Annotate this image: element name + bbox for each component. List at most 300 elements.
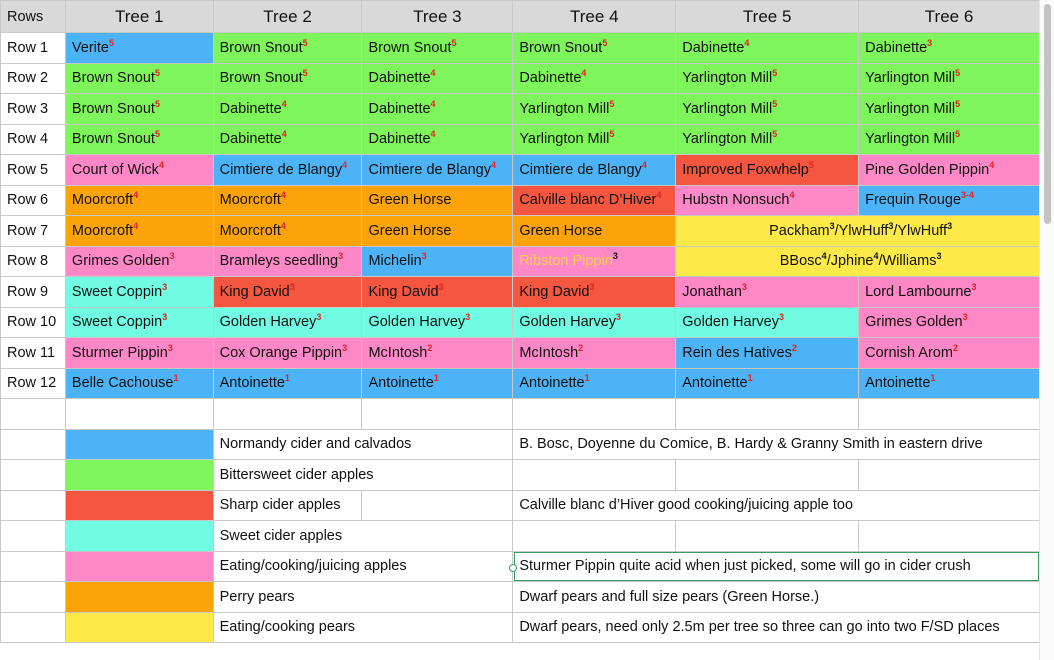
legend-swatch[interactable] (65, 551, 213, 582)
merged-variety-cell[interactable] (676, 246, 1040, 277)
cell-text: Row 6 (7, 192, 49, 209)
legend-row (1, 521, 1040, 552)
cell-text: Yarlington Mill (519, 100, 610, 117)
cell-text: Yarlington Mill (682, 100, 773, 117)
row-label[interactable] (1, 63, 66, 94)
variety-cell[interactable] (676, 185, 859, 216)
superscript-number: 3 (971, 281, 977, 292)
variety-cell[interactable] (362, 124, 513, 155)
cell-text: /YlwHuff (834, 222, 889, 239)
legend-label[interactable] (213, 582, 513, 613)
row-label[interactable] (1, 155, 66, 186)
legend-note[interactable] (513, 460, 676, 491)
variety-cell[interactable] (513, 277, 676, 308)
superscript-number: 4 (989, 159, 995, 170)
variety-cell[interactable] (859, 63, 1040, 94)
legend-note[interactable] (513, 521, 676, 552)
variety-cell[interactable] (513, 368, 676, 399)
variety-cell[interactable] (362, 216, 513, 247)
variety-cell[interactable] (65, 185, 213, 216)
superscript-number: 3 (316, 312, 322, 323)
cell-text: Cimtiere de Blangy (519, 161, 642, 178)
superscript-number: 3 (421, 251, 427, 262)
superscript-number: 3 (888, 220, 894, 231)
variety-cell[interactable] (859, 33, 1040, 64)
superscript-number: 1 (284, 373, 290, 384)
superscript-number: 3 (438, 281, 444, 292)
empty-cell[interactable] (1, 399, 66, 430)
superscript-number: 4 (641, 159, 647, 170)
cell-text: B. Bosc, Doyenne du Comice, B. Hardy & Granny Smith in eastern drive (519, 436, 983, 453)
variety-cell[interactable] (676, 33, 859, 64)
empty-cell[interactable] (1, 429, 66, 460)
cell-text: McIntosh (368, 344, 428, 361)
cell-text: Yarlington Mill (865, 70, 956, 87)
superscript-number: 3 (778, 312, 784, 323)
variety-cell[interactable] (65, 33, 213, 64)
cell-text: Yarlington Mill (865, 131, 956, 148)
legend-label[interactable] (213, 429, 513, 460)
legend-swatch[interactable] (65, 490, 213, 521)
superscript-number: 3 (927, 37, 933, 48)
superscript-number: 4 (581, 68, 587, 79)
legend-note[interactable] (513, 612, 1040, 643)
cell-text: Sweet Coppin (71, 283, 163, 300)
cell-text: Dabinette (682, 39, 745, 56)
variety-cell[interactable] (362, 368, 513, 399)
variety-cell[interactable] (362, 33, 513, 64)
cell-text: Row 4 (7, 131, 49, 148)
empty-cell[interactable] (1, 612, 66, 643)
variety-cell[interactable] (213, 94, 362, 125)
variety-cell[interactable] (859, 368, 1040, 399)
cell-text: Packham (769, 222, 830, 239)
tree-header[interactable]: Tree 1 (65, 1, 213, 33)
cell-text: Dabinette (519, 70, 582, 87)
empty-row (1, 399, 1040, 430)
cell-text: Moorcroft (71, 192, 134, 209)
cell-text: Dwarf pears and full size pears (Green Horse.) (519, 588, 820, 605)
superscript-number: 4 (873, 251, 879, 262)
cell-text: Michelin (368, 253, 422, 270)
variety-cell[interactable] (513, 94, 676, 125)
empty-cell[interactable] (676, 521, 859, 552)
variety-cell[interactable] (676, 277, 859, 308)
row-label[interactable] (1, 307, 66, 338)
legend-row (1, 582, 1040, 613)
variety-cell[interactable] (513, 338, 676, 369)
cell-text: Golden Harvey (519, 314, 617, 331)
empty-cell[interactable] (1, 582, 66, 613)
cell-text: Cimtiere de Blangy (368, 161, 491, 178)
superscript-number: 3 (947, 220, 953, 231)
superscript-number: 5 (154, 98, 160, 109)
superscript-number: 5 (109, 37, 115, 48)
cell-text: Golden Harvey (368, 314, 466, 331)
variety-cell[interactable] (213, 307, 362, 338)
variety-cell[interactable] (859, 185, 1040, 216)
legend-note[interactable] (513, 551, 1040, 582)
superscript-number: 3 (962, 312, 968, 323)
cell-text: Moorcroft (71, 222, 134, 239)
row-label[interactable] (1, 185, 66, 216)
superscript-number: 4 (821, 251, 827, 262)
cell-text: Normandy cider and calvados (219, 436, 412, 453)
cell-text: Golden Harvey (682, 314, 779, 331)
table-row (1, 338, 1040, 369)
variety-cell[interactable] (65, 94, 213, 125)
cell-text: Row 11 (7, 344, 56, 361)
superscript-number: 3 (741, 281, 747, 292)
superscript-number: 1 (584, 373, 590, 384)
superscript-number: 3 (589, 281, 595, 292)
row-label[interactable] (1, 338, 66, 369)
variety-cell[interactable] (65, 155, 213, 186)
cell-text: Row 5 (7, 161, 49, 178)
superscript-number: 3 (289, 281, 295, 292)
empty-cell[interactable] (1, 490, 66, 521)
vertical-scrollbar[interactable] (1039, 0, 1054, 660)
empty-cell[interactable] (1, 551, 66, 582)
variety-cell[interactable] (213, 277, 362, 308)
tree-header[interactable]: Tree 5 (676, 1, 859, 33)
superscript-number: 4 (280, 190, 286, 201)
legend-note[interactable] (513, 490, 1040, 521)
cell-text: Yarlington Mill (682, 131, 773, 148)
variety-cell[interactable] (213, 63, 362, 94)
superscript-number: 4 (133, 190, 139, 201)
legend-label[interactable] (213, 612, 513, 643)
legend-note[interactable] (513, 582, 1040, 613)
tree-header[interactable]: Tree 3 (362, 1, 513, 33)
cell-text: Brown Snout (368, 39, 452, 56)
legend-row (1, 612, 1040, 643)
variety-cell[interactable] (513, 307, 676, 338)
cell-text: Brown Snout (219, 70, 303, 87)
table-row (1, 216, 1040, 247)
superscript-number: 5 (451, 37, 457, 48)
scrollbar-thumb[interactable] (1044, 4, 1051, 224)
superscript-number: 3-4 (961, 190, 975, 201)
empty-cell[interactable] (1, 521, 66, 552)
variety-cell[interactable] (859, 307, 1040, 338)
superscript-number: 4 (281, 129, 287, 140)
selection-handle[interactable] (509, 564, 517, 572)
variety-cell[interactable] (213, 246, 362, 277)
superscript-number: 1 (930, 373, 936, 384)
variety-cell[interactable] (859, 277, 1040, 308)
empty-cell[interactable] (859, 460, 1040, 491)
cell-text: Dabinette (368, 70, 431, 87)
table-row (1, 124, 1040, 155)
superscript-number: 4 (342, 159, 348, 170)
legend-swatch[interactable] (65, 460, 213, 491)
legend-row (1, 551, 1040, 582)
variety-cell[interactable] (513, 63, 676, 94)
superscript-number: 4 (430, 129, 436, 140)
row-label[interactable] (1, 277, 66, 308)
legend-label[interactable] (213, 490, 362, 521)
table-row (1, 277, 1040, 308)
superscript-number: 4 (280, 220, 286, 231)
variety-cell[interactable] (362, 185, 513, 216)
table-row (1, 368, 1040, 399)
superscript-number: 5 (154, 68, 160, 79)
cell-text: Row 12 (7, 375, 57, 392)
table-row (1, 246, 1040, 277)
cell-text: Brown Snout (71, 70, 155, 87)
variety-cell[interactable] (362, 63, 513, 94)
cell-text: Dabinette (368, 100, 431, 117)
cell-text: Eating/cooking pears (219, 619, 356, 636)
cell-text: Improved Foxwhelp (682, 161, 809, 178)
cell-text: Brown Snout (219, 39, 303, 56)
variety-cell[interactable] (676, 338, 859, 369)
variety-cell[interactable] (65, 124, 213, 155)
variety-cell[interactable] (213, 185, 362, 216)
superscript-number: 3 (612, 251, 618, 262)
cell-text: Yarlington Mill (682, 70, 773, 87)
variety-cell[interactable] (65, 216, 213, 247)
superscript-number: 5 (772, 98, 778, 109)
legend-row (1, 429, 1040, 460)
legend-label[interactable] (213, 521, 513, 552)
superscript-number: 5 (609, 129, 615, 140)
cell-text: /Jphine (826, 253, 874, 270)
cell-text: Cox Orange Pippin (219, 344, 343, 361)
superscript-number: 3 (829, 220, 835, 231)
cell-text: Pine Golden Pippin (865, 161, 990, 178)
variety-cell[interactable] (362, 277, 513, 308)
variety-cell[interactable] (362, 246, 513, 277)
cell-text: Dabinette (219, 131, 282, 148)
superscript-number: 4 (430, 98, 436, 109)
cell-text: BBosc (779, 253, 822, 270)
cell-text: Court of Wick (71, 161, 159, 178)
superscript-number: 2 (952, 342, 958, 353)
superscript-number: 3 (167, 342, 173, 353)
table-row (1, 63, 1040, 94)
cell-text: Bramleys seedling (219, 253, 339, 270)
cell-text: Yarlington Mill (865, 100, 956, 117)
superscript-number: 3 (465, 312, 471, 323)
cell-text: Bittersweet cider apples (219, 466, 374, 483)
legend-row (1, 460, 1040, 491)
cell-text: Frequin Rouge (865, 192, 962, 209)
row-label[interactable] (1, 33, 66, 64)
cell-text: Brown Snout (519, 39, 603, 56)
cell-text: Green Horse (519, 222, 603, 239)
cell-text: Golden Harvey (219, 314, 317, 331)
variety-cell[interactable] (213, 33, 362, 64)
superscript-number: 2 (578, 342, 584, 353)
variety-cell[interactable] (676, 368, 859, 399)
variety-cell[interactable] (65, 246, 213, 277)
superscript-number: 3 (616, 312, 622, 323)
cell-text: Row 7 (7, 222, 49, 239)
cell-text: Brown Snout (71, 100, 155, 117)
cell-text: Lord Lambourne (865, 283, 972, 300)
cell-text: Eating/cooking/juicing apples (219, 558, 407, 575)
variety-cell[interactable] (213, 216, 362, 247)
cell-text: Jonathan (682, 283, 742, 300)
cell-text: Row 9 (7, 283, 49, 300)
legend-swatch[interactable] (65, 429, 213, 460)
superscript-number: 4 (789, 190, 795, 201)
variety-cell[interactable] (513, 33, 676, 64)
variety-cell[interactable] (513, 246, 676, 277)
table-row (1, 185, 1040, 216)
cell-text: Sweet cider apples (219, 527, 343, 544)
superscript-number: 4 (158, 159, 164, 170)
cell-text: Row 8 (7, 253, 49, 270)
cell-text: Hubstn Nonsuch (682, 192, 790, 209)
superscript-number: 1 (173, 373, 179, 384)
variety-cell[interactable] (362, 307, 513, 338)
legend-swatch[interactable] (65, 582, 213, 613)
cell-text: Dabinette (219, 100, 282, 117)
cell-text: Grimes Golden (71, 253, 170, 270)
cell-text: Green Horse (368, 222, 452, 239)
empty-cell[interactable] (65, 399, 213, 430)
legend-label[interactable] (213, 460, 513, 491)
cell-text: Row 10 (7, 314, 57, 331)
cell-text: Antoinette (682, 375, 748, 392)
variety-cell[interactable] (859, 155, 1040, 186)
variety-cell[interactable] (65, 277, 213, 308)
variety-cell[interactable] (513, 216, 676, 247)
empty-cell[interactable] (859, 399, 1040, 430)
variety-cell[interactable] (676, 307, 859, 338)
empty-cell[interactable] (676, 460, 859, 491)
superscript-number: 3 (342, 342, 348, 353)
empty-cell[interactable] (213, 399, 362, 430)
variety-cell[interactable] (65, 63, 213, 94)
row-label[interactable] (1, 368, 66, 399)
variety-cell[interactable] (65, 368, 213, 399)
cell-text: Moorcroft (219, 222, 281, 239)
variety-cell[interactable] (676, 94, 859, 125)
row-label[interactable] (1, 94, 66, 125)
superscript-number: 4 (490, 159, 496, 170)
legend-swatch[interactable] (65, 612, 213, 643)
variety-cell[interactable] (676, 63, 859, 94)
variety-cell[interactable] (676, 155, 859, 186)
variety-cell[interactable] (213, 368, 362, 399)
superscript-number: 4 (281, 98, 287, 109)
cell-text: Row 3 (7, 100, 49, 117)
variety-cell[interactable] (362, 94, 513, 125)
empty-cell[interactable] (362, 399, 513, 430)
legend-swatch[interactable] (65, 521, 213, 552)
cell-text: Ribston Pippin (519, 253, 613, 270)
cell-text: Sharp cider apples (219, 497, 341, 514)
variety-cell[interactable] (213, 338, 362, 369)
table-row (1, 33, 1040, 64)
cell-text: Row 2 (7, 70, 49, 87)
cell-text: King David (368, 283, 439, 300)
cell-text: Antoinette (219, 375, 285, 392)
cell-text: Dabinette (865, 39, 928, 56)
variety-cell[interactable] (859, 124, 1040, 155)
empty-cell[interactable] (859, 521, 1040, 552)
superscript-number: 2 (791, 342, 797, 353)
variety-cell[interactable] (65, 338, 213, 369)
empty-cell[interactable] (676, 399, 859, 430)
cell-text: Cimtiere de Blangy (219, 161, 343, 178)
merged-variety-cell[interactable] (676, 216, 1040, 247)
variety-cell[interactable] (859, 338, 1040, 369)
empty-cell[interactable] (1, 460, 66, 491)
superscript-number: 5 (609, 98, 615, 109)
cell-text: Dabinette (368, 131, 431, 148)
empty-cell[interactable] (513, 399, 676, 430)
variety-cell[interactable] (513, 124, 676, 155)
legend-note[interactable] (513, 429, 1040, 460)
tree-header[interactable]: Tree 2 (213, 1, 362, 33)
cell-text: Green Horse (368, 192, 452, 209)
cell-text: Cornish Arom (865, 344, 953, 361)
cell-text: Calville blanc d’Hiver good cooking/juicing apple too (519, 497, 854, 514)
superscript-number: 5 (772, 129, 778, 140)
cell-text: Sweet Coppin (71, 314, 163, 331)
cell-text: Calville blanc D’Hiver (519, 192, 657, 209)
cell-text: Antoinette (865, 375, 931, 392)
superscript-number: 3 (169, 251, 175, 262)
cell-text: King David (219, 283, 290, 300)
cell-text: Verite (71, 39, 110, 56)
superscript-number: 5 (772, 68, 778, 79)
superscript-number: 5 (955, 129, 961, 140)
superscript-number: 4 (744, 37, 750, 48)
rows-header[interactable]: Rows (1, 1, 66, 33)
superscript-number: 4 (656, 190, 662, 201)
row-label[interactable] (1, 124, 66, 155)
tree-header[interactable]: Tree 6 (859, 1, 1040, 33)
legend-label[interactable] (213, 551, 513, 582)
variety-cell[interactable] (65, 307, 213, 338)
cell-text: /YlwHuff (893, 222, 948, 239)
superscript-number: 5 (808, 159, 814, 170)
superscript-number: 3 (936, 251, 942, 262)
empty-cell[interactable] (362, 490, 513, 521)
variety-cell[interactable] (513, 155, 676, 186)
cell-text: Dwarf pears, need only 2.5m per tree so three can go into two F/SD places (519, 619, 1000, 636)
cell-text: King David (519, 283, 590, 300)
cell-text: Belle Cachouse (71, 375, 174, 392)
superscript-number: 5 (154, 129, 160, 140)
cell-text: Brown Snout (71, 131, 155, 148)
variety-cell[interactable] (362, 155, 513, 186)
cell-text: McIntosh (519, 344, 579, 361)
superscript-number: 3 (162, 281, 168, 292)
superscript-number: 3 (338, 251, 344, 262)
cell-text: Perry pears (219, 588, 295, 605)
cell-text: Antoinette (368, 375, 434, 392)
variety-cell[interactable] (676, 124, 859, 155)
cell-text: Grimes Golden (865, 314, 963, 331)
row-label[interactable] (1, 246, 66, 277)
table-row (1, 94, 1040, 125)
superscript-number: 5 (302, 68, 308, 79)
row-label[interactable] (1, 216, 66, 247)
variety-cell[interactable] (213, 155, 362, 186)
tree-header[interactable]: Tree 4 (513, 1, 676, 33)
variety-cell[interactable] (513, 185, 676, 216)
variety-cell[interactable] (859, 94, 1040, 125)
variety-cell[interactable] (213, 124, 362, 155)
variety-cell[interactable] (362, 338, 513, 369)
